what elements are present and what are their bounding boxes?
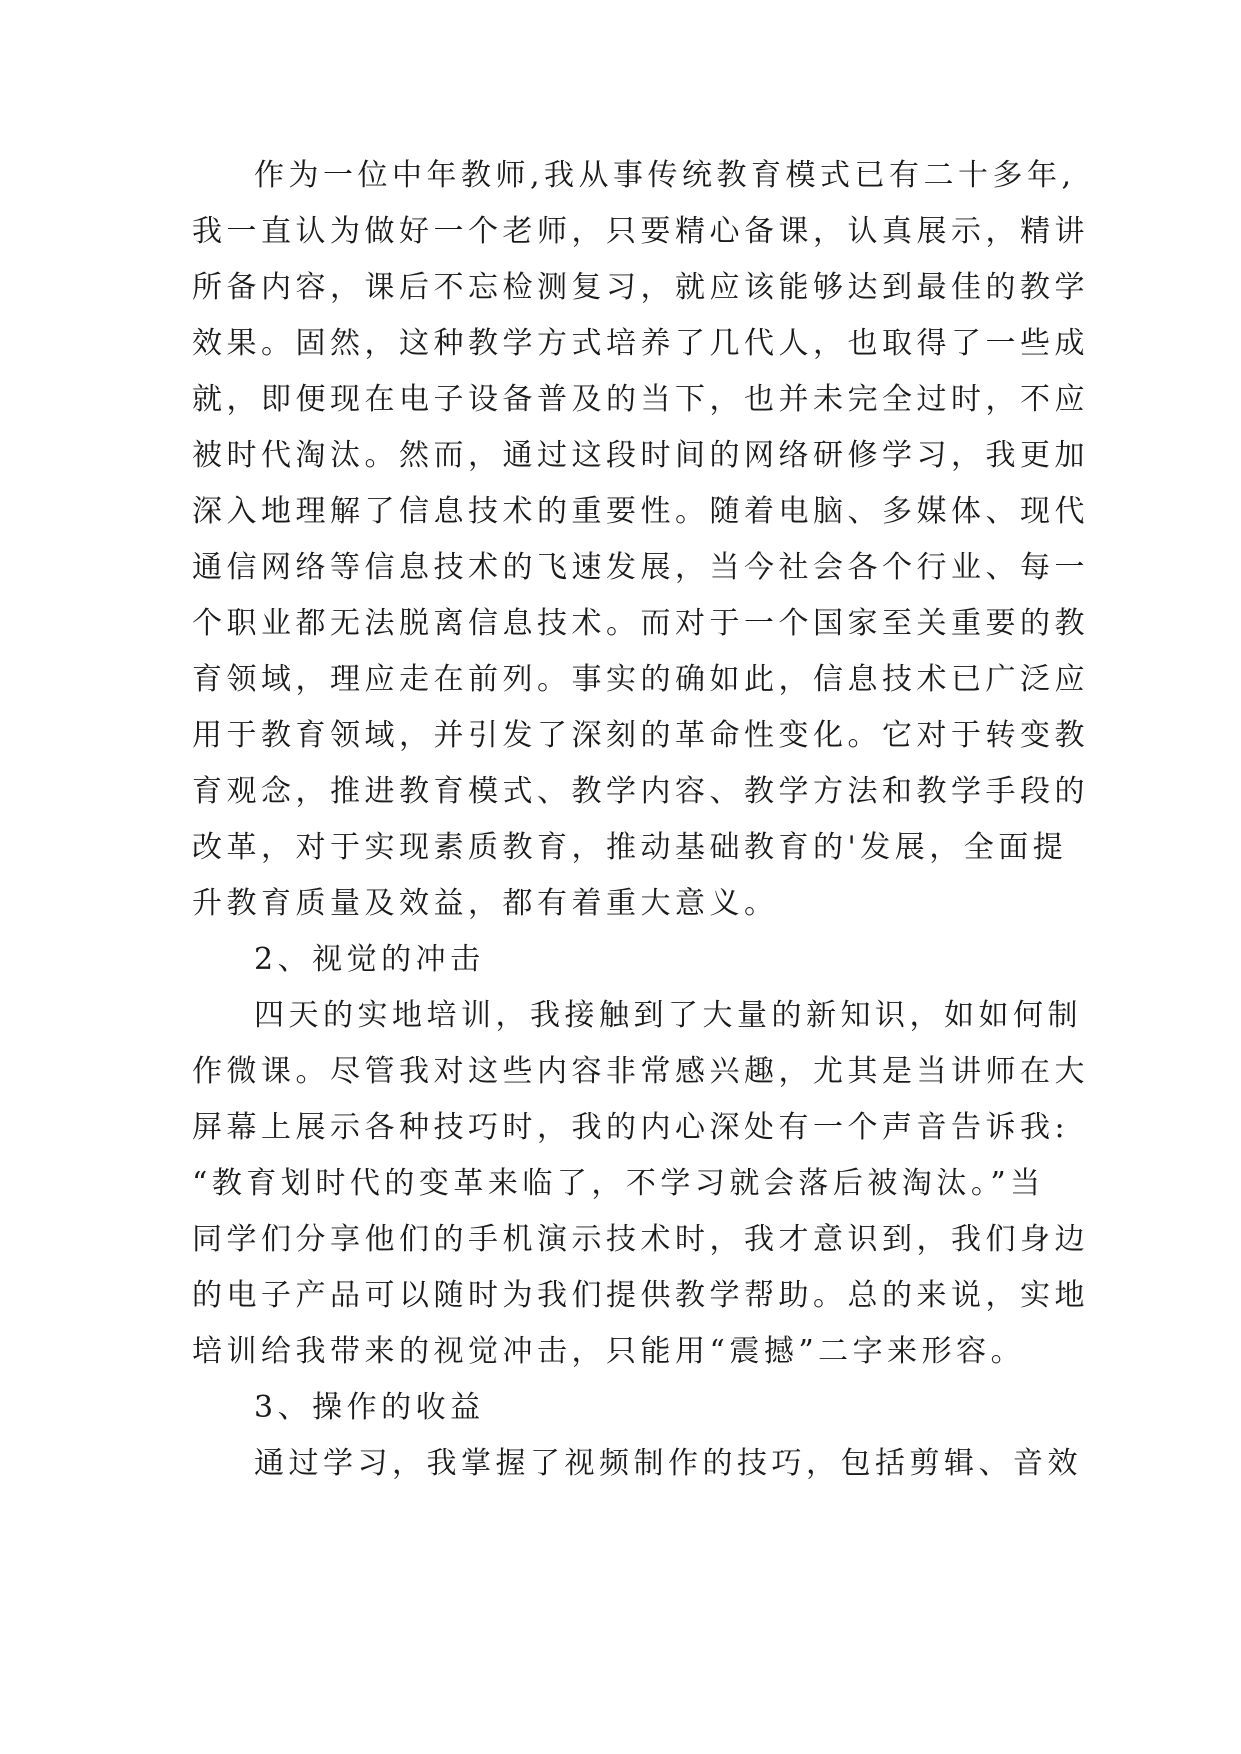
paragraph-1-line-10: 育领域，理应走在前列。事实的确如此，信息技术已广泛应 <box>192 662 1089 697</box>
paragraph-1-line-3: 所备内容，课后不忘检测复习，就应该能够达到最佳的教学 <box>192 270 1089 305</box>
paragraph-1-line-4: 效果。固然，这种教学方式培养了几代人，也取得了一些成 <box>192 326 1089 361</box>
paragraph-1-line-6: 被时代淘汰。然而，通过这段时间的网络研修学习，我更加 <box>192 438 1089 473</box>
paragraph-2-line-6: 的电子产品可以随时为我们提供教学帮助。总的来说，实地 <box>192 1278 1089 1313</box>
paragraph-1-line-12: 育观念，推进教育模式、教学内容、教学方法和教学手段的 <box>192 774 1089 809</box>
paragraph-2-line-4: “教育划时代的变革来临了，不学习就会落后被淘汰。”当 <box>192 1166 1045 1201</box>
paragraph-3-line-1: 通过学习，我掌握了视频制作的技巧，包括剪辑、音效 <box>254 1446 1082 1481</box>
paragraph-1-line-5: 就，即便现在电子设备普及的当下，也并未完全过时，不应 <box>192 382 1089 417</box>
paragraph-2-line-3: 屏幕上展示各种技巧时，我的内心深处有一个声音告诉我: <box>192 1110 1070 1145</box>
paragraph-1-line-13: 改革，对于实现素质教育，推动基础教育的'发展，全面提 <box>192 830 1068 865</box>
paragraph-2-line-7: 培训给我带来的视觉冲击，只能用“震撼”二字来形容。 <box>192 1334 1026 1369</box>
paragraph-2-line-1: 四天的实地培训，我接触到了大量的新知识，如如何制 <box>254 998 1082 1033</box>
section-heading-2: 2、视觉的冲击 <box>254 942 485 977</box>
paragraph-1-line-7: 深入地理解了信息技术的重要性。随着电脑、多媒体、现代 <box>192 494 1089 529</box>
paragraph-2-line-2: 作微课。尽管我对这些内容非常感兴趣，尤其是当讲师在大 <box>192 1054 1089 1089</box>
paragraph-1-line-9: 个职业都无法脱离信息技术。而对于一个国家至关重要的教 <box>192 606 1089 641</box>
paragraph-1-line-14: 升教育质量及效益，都有着重大意义。 <box>192 886 779 921</box>
paragraph-1-line-1: 作为一位中年教师,我从事传统教育模式已有二十多年, <box>254 158 1076 193</box>
paragraph-1-line-8: 通信网络等信息技术的飞速发展，当今社会各个行业、每一 <box>192 550 1089 585</box>
paragraph-2-line-5: 同学们分享他们的手机演示技术时，我才意识到，我们身边 <box>192 1222 1089 1257</box>
paragraph-1-line-11: 用于教育领域，并引发了深刻的革命性变化。它对于转变教 <box>192 718 1089 753</box>
paragraph-1-line-2: 我一直认为做好一个老师，只要精心备课，认真展示，精讲 <box>192 214 1089 249</box>
section-heading-3: 3、操作的收益 <box>254 1390 485 1425</box>
